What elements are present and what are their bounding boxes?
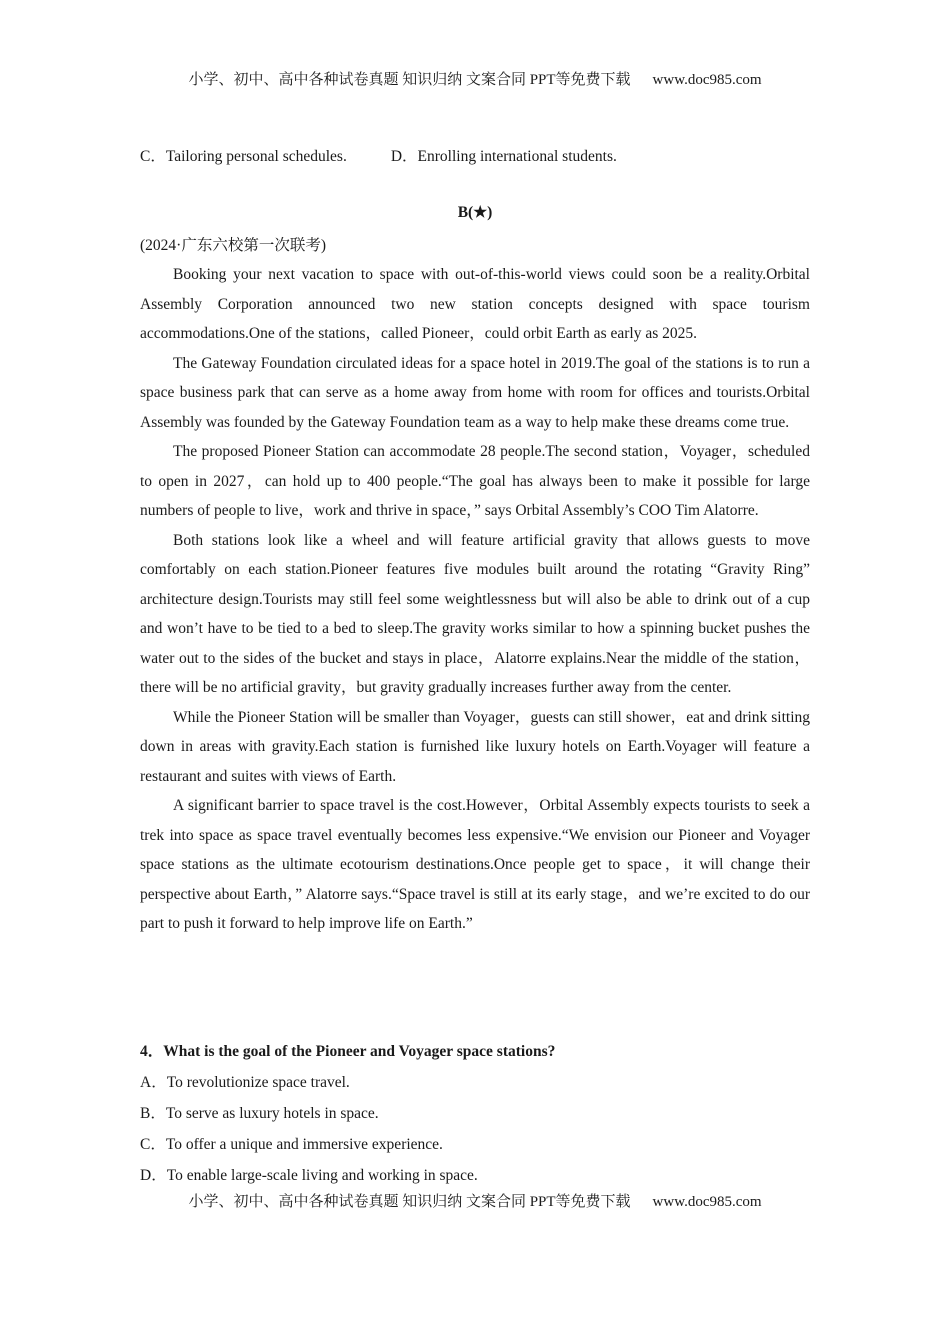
passage-paragraph: The Gateway Foundation circulated ideas for a space hotel in 2019.The goal of the stations is to run a space business park that can serve as a home away from home with room for offices and tourists.Orbital Assembly was founded by the Gateway Foundation team as a way to help make these dreams come true. xyxy=(140,354,810,431)
previous-question-options xyxy=(140,144,617,166)
question-text: What is the goal of the Pioneer and Voyager space stations? xyxy=(163,1043,556,1060)
passage-paragraph: A significant barrier to space travel is the cost.However，Orbital Assembly expects tourists to seek a trek into space as space travel eventually becomes less expensive.“We envision our Pioneer and Voyager space stations as the ultimate ecotourism destinations.Once people get to space，it will change their perspective about Earth，” Alatorre says.“Space travel is still at its early stage，and we’re excited to do our part to push it forward to help improve life on Earth.” xyxy=(140,797,810,932)
choice-c: C．To offer a unique and immersive experience. xyxy=(140,1136,443,1153)
choice-a: A．To revolutionize space travel. xyxy=(140,1074,350,1091)
question-number: 4． xyxy=(140,1043,164,1060)
reading-passage xyxy=(140,260,810,939)
passage-paragraph: While the Pioneer Station will be smaller than Voyager，guests can still shower，eat and drink sitting down in areas with gravity.Each station is furnished like luxury hotels on Earth.Voyager will feature a restaurant and suites with views of Earth. xyxy=(140,708,810,785)
section-title: B(★) xyxy=(457,204,493,221)
page-footer xyxy=(0,1190,950,1211)
passage-paragraph: The proposed Pioneer Station can accommodate 28 people.The second station，Voyager，scheduled to open in 2027，can hold up to 400 people.“The goal has always been to make it possible for large numbers of people to live，work and thrive in space，” says Orbital Assembly’s COO Tim Alatorre. xyxy=(140,443,810,519)
option-c: C．Tailoring personal schedules. xyxy=(140,148,347,165)
footer-text: 小学、初中、高中各种试卷真题 知识归纳 文案合同 PPT等免费下载 xyxy=(188,1194,631,1210)
question-4 xyxy=(140,1036,810,1191)
source-line: (2024·广东六校第一次联考) xyxy=(140,237,326,254)
footer-url[interactable]: www.doc985.com xyxy=(652,1194,762,1210)
passage-paragraph: Both stations look like a wheel and will feature artificial gravity that allows guests to move comfortably on each station.Pioneer features five modules built around the rotating “Gravity Ring” architecture design.Tourists may still feel some weightlessness but will also be able to drink out of a cup and won’t have to be tied to a bed to sleep.The gravity works similar to how a spinning bucket pushes the water out to the sides of the bucket and stays in place，Alatorre explains.Near the middle of the station，there will be no artificial gravity，but gravity gradually increases further away from the center. xyxy=(140,531,810,696)
page-header xyxy=(0,68,950,89)
option-d: D．Enrolling international students. xyxy=(390,148,617,165)
question-stem xyxy=(140,1036,810,1067)
passage-paragraph: Booking your next vacation to space with out-of-this-world views could soon be a reality.Orbital Assembly Corporation announced two new station concepts designed with space tourism accommodations.One of the stations，called Pioneer，could orbit Earth as early as 2025. xyxy=(140,266,810,342)
choice-b: B．To serve as luxury hotels in space. xyxy=(140,1105,379,1122)
header-url[interactable]: www.doc985.com xyxy=(652,72,762,88)
choice-d: D．To enable large-scale living and working in space. xyxy=(140,1167,478,1184)
header-text: 小学、初中、高中各种试卷真题 知识归纳 文案合同 PPT等免费下载 xyxy=(188,72,631,88)
